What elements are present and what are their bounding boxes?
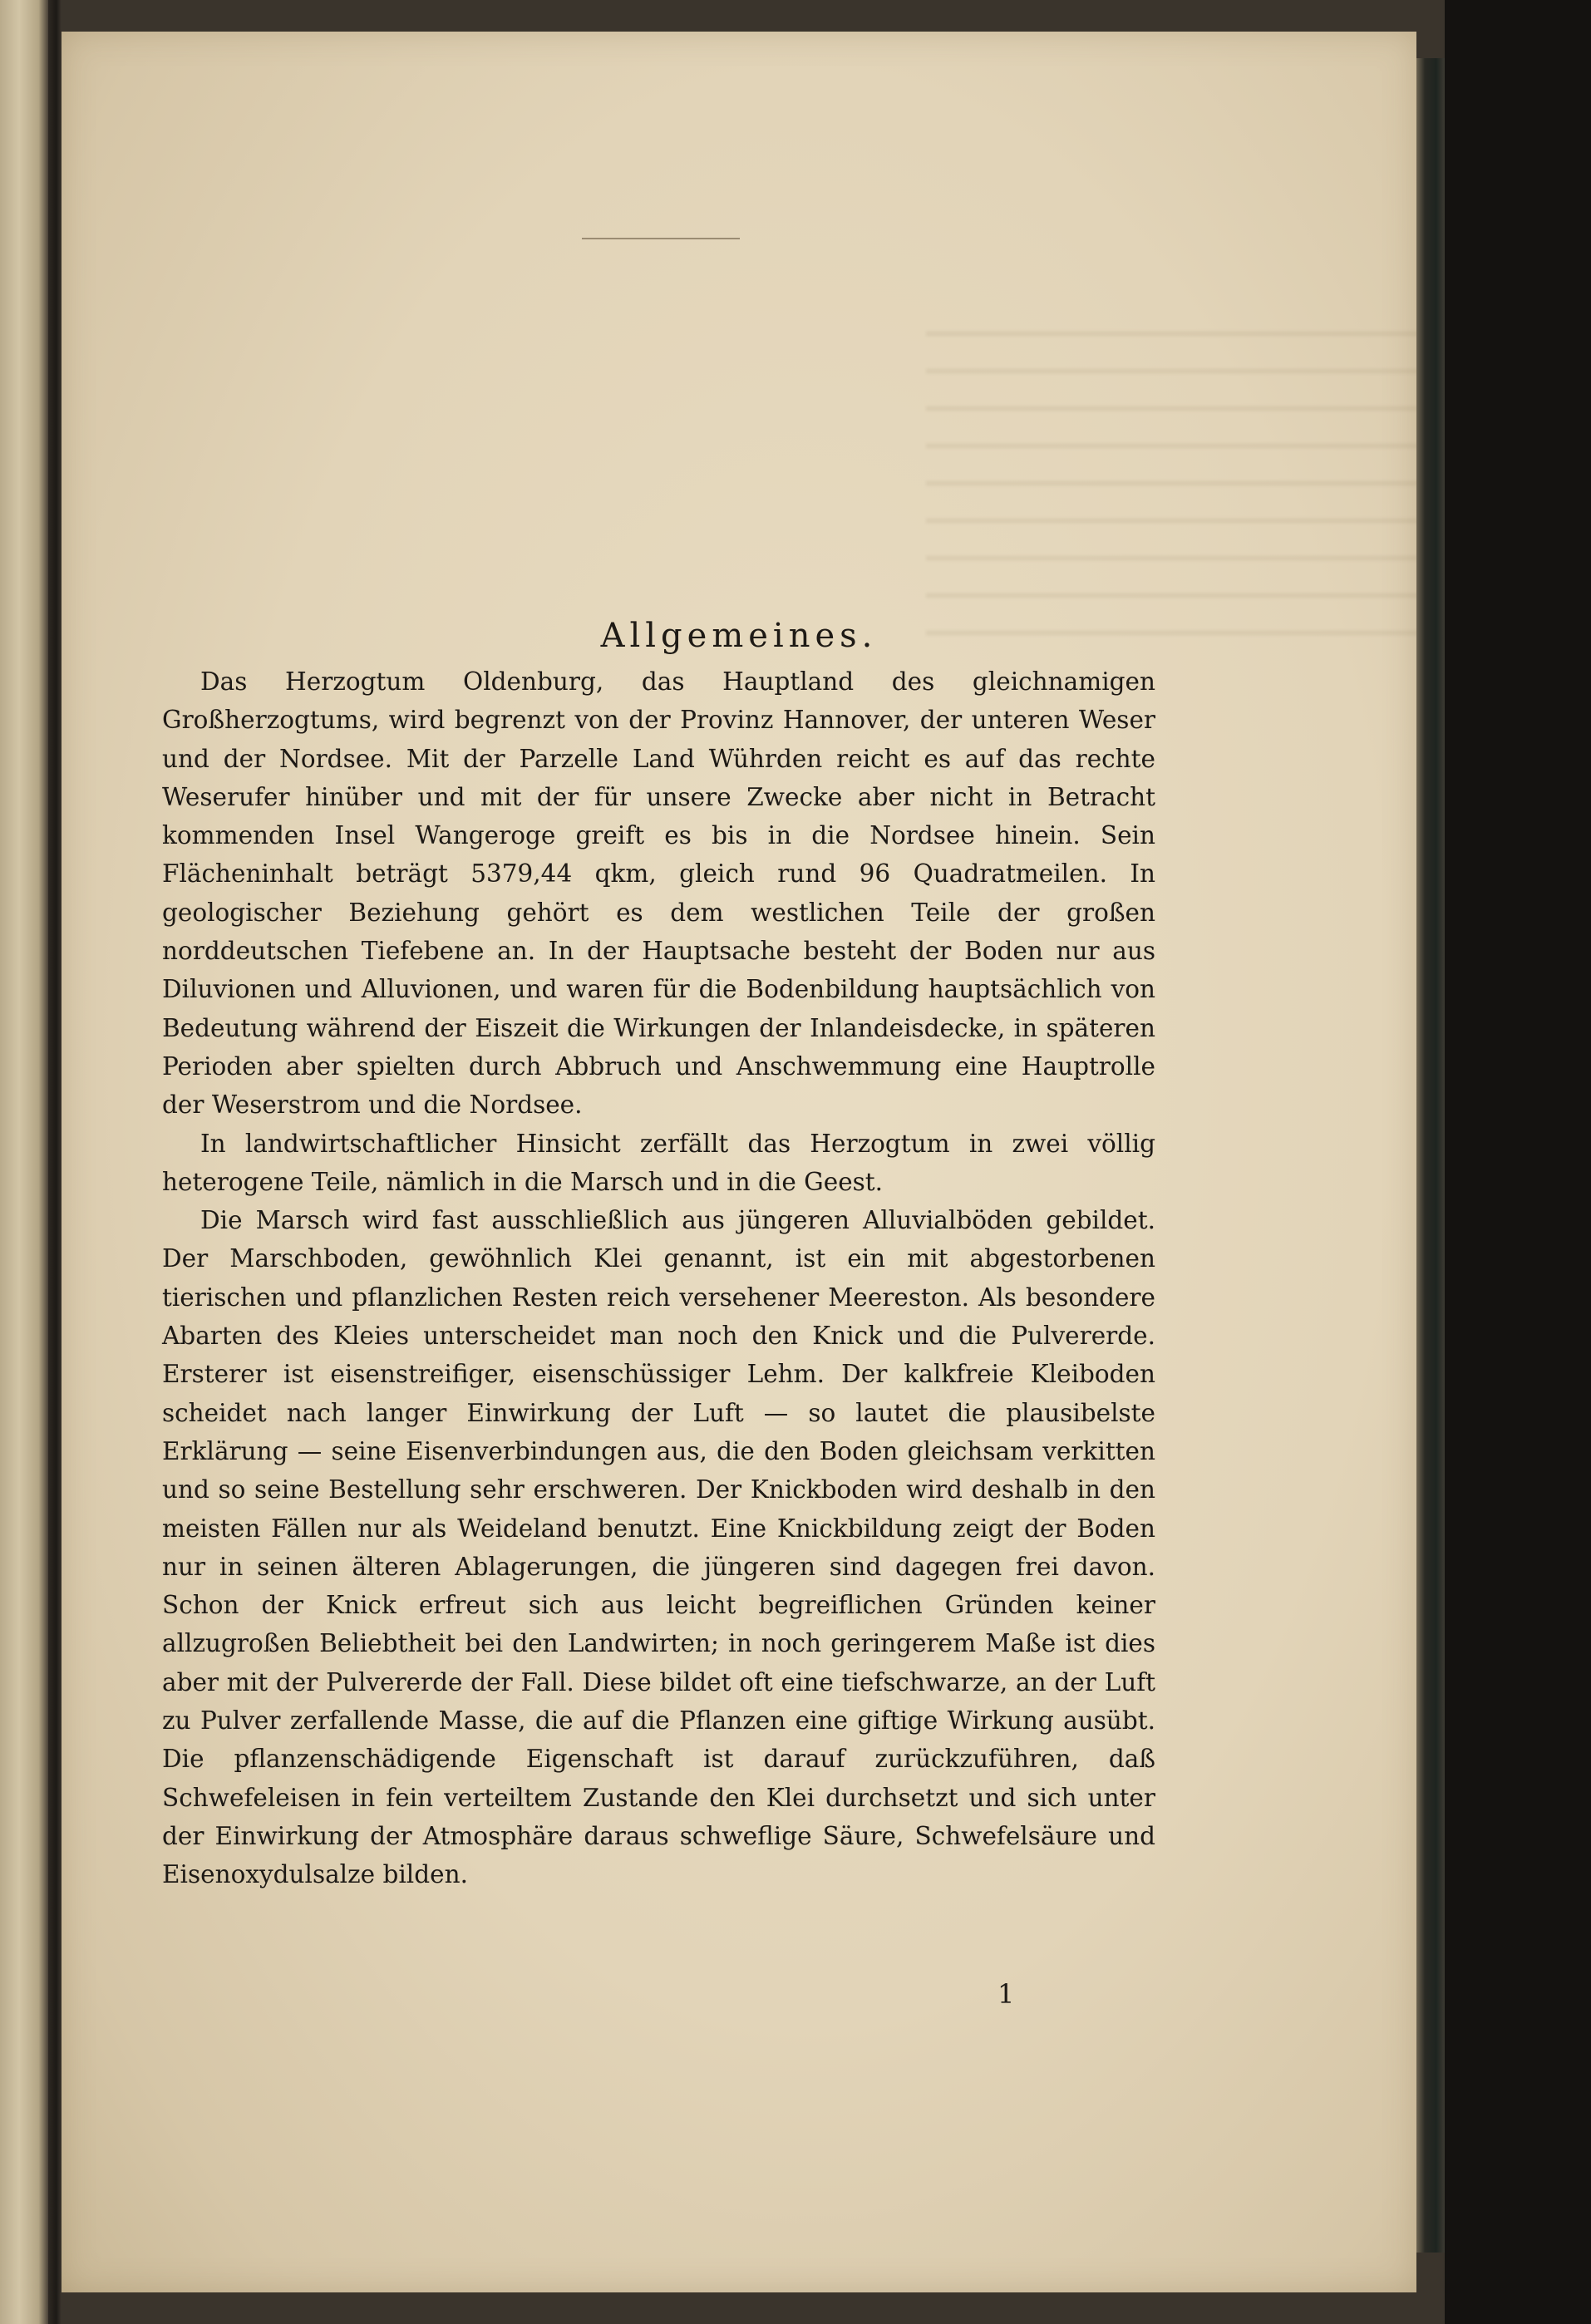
book-gutter bbox=[48, 0, 62, 2324]
paragraph-1: Das Herzogtum Oldenburg, das Hauptland des gleichnamigen Großherzogtums, wird begrenzt von der Provinz Hannover, der unteren Weser und der Nordsee. Mit der Parzelle Land Wührden reicht es auf das rechte Weserufer hinüber und mit der für unsere Zwecke aber nicht in Betracht kommenden Insel Wangeroge greift es bis in die Nordsee hinein. Sein Flächeninhalt beträgt 5379,44 qkm, gleich rund 96 Quadratmeilen. In geologischer Beziehung gehört es dem westlichen Teile der großen norddeutschen Tiefebene an. In der Hauptsache besteht der Boden nur aus Diluvionen und Alluvionen, und waren für die Bodenbildung hauptsächlich von Bedeutung während der Eiszeit die Wirkungen der Inlandeisdecke, in späteren Perioden aber spielten durch Abbruch und Anschwemmung eine Hauptrolle der Weserstrom und die Nordsee. bbox=[162, 667, 1155, 1120]
page-right-edge bbox=[1416, 58, 1445, 2253]
section-heading: Allgemeines. bbox=[600, 617, 878, 655]
page-number: 1 bbox=[997, 1978, 1015, 2010]
scan-background bbox=[1445, 0, 1591, 2324]
paragraph-2: In landwirtschaftlicher Hinsicht zerfällt das Herzogtum in zwei völlig heterogene Teile, nämlich in die Marsch und in die Geest. bbox=[162, 1129, 1155, 1196]
body-text bbox=[162, 662, 1155, 1894]
paragraph-3: Die Marsch wird fast ausschließlich aus jüngeren Alluvialböden gebildet. Der Marschboden, gewöhnlich Klei genannt, ist ein mit abgestorbenen tierischen und pflanzlichen Resten reich versehener Meereston. Als besondere Abarten des Kleies unterscheidet man noch den Knick und die Pulvererde. Ersterer ist eisenstreifiger, eisenschüssiger Lehm. Der kalkfreie Kleiboden scheidet nach langer Einwirkung der Luft — so lautet die plausibelste Erklärung — seine Eisenverbindungen aus, die den Boden gleichsam verkitten und so seine Bestellung sehr erschweren. Der Knickboden wird deshalb in den meisten Fällen nur als Weideland benutzt. Eine Knickbildung zeigt der Boden nur in seinen älteren Ablagerungen, die jüngeren sind dagegen frei davon. Schon der Knick erfreut sich aus leicht begreiflichen Gründen keiner allzugroßen Beliebtheit bei den Landwirten; in noch geringerem Maße ist dies aber mit der Pulvererde der Fall. Diese bildet oft eine tiefschwarze, an der Luft zu Pulver zerfallende Masse, die auf die Pflanzen eine giftige Wirkung ausübt. Die pflanzenschädigende Eigenschaft ist darauf zurückzuführen, daß Schwefeleisen in fein verteiltem Zustande den Klei durchsetzt und sich unter der Einwirkung der Atmosphäre daraus schweflige Säure, Schwefelsäure und Eisenoxydulsalze bilden. bbox=[162, 1206, 1155, 1889]
left-page-edge bbox=[0, 0, 48, 2324]
top-rule bbox=[582, 238, 740, 239]
reverse-side-show-through bbox=[926, 306, 1475, 638]
